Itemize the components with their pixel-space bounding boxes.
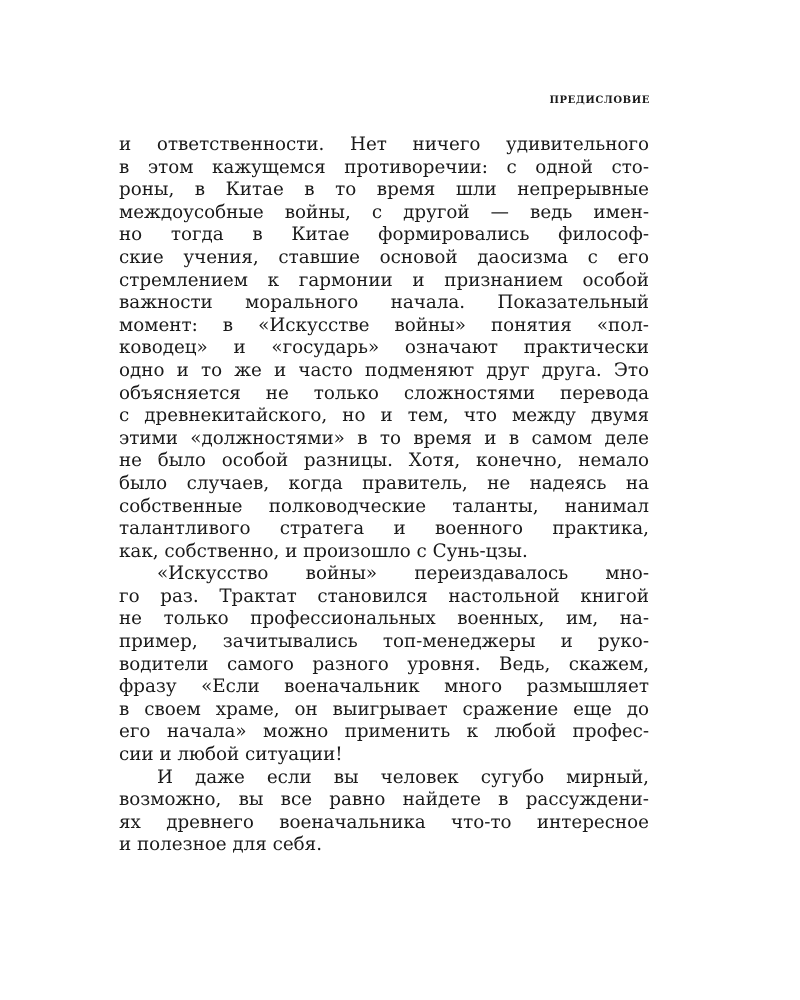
text-line: в своем храме, он выигрывает сражение еще до bbox=[119, 698, 649, 720]
text-line: момент: в «Искусстве войны» понятия «пол- bbox=[119, 314, 649, 336]
text-line: в этом кажущемся противоречии: с одной сто- bbox=[119, 156, 649, 178]
text-line: не было особой разницы. Хотя, конечно, немало bbox=[119, 450, 649, 472]
paragraph-end-line: как, собственно, и произошло с Сунь-цзы. bbox=[119, 540, 528, 562]
paragraph-first-line: «Искусство войны» переиздавалось мно- bbox=[157, 563, 649, 585]
text-line: и ответственности. Нет ничего удивительного bbox=[119, 134, 649, 155]
text-line: но тогда в Китае формировались философ- bbox=[119, 224, 649, 246]
text-line: не только профессиональных военных, им, на- bbox=[119, 608, 649, 630]
body-text bbox=[119, 134, 649, 857]
text-line: его начала» можно применить к любой профес- bbox=[119, 721, 649, 743]
running-head: ПРЕДИСЛОВИЕ bbox=[549, 95, 650, 106]
paragraph-end-line: сии и любой ситуации! bbox=[119, 744, 343, 766]
text-line: с древнекитайского, но и тем, что между двумя bbox=[119, 405, 649, 427]
text-line: водители самого разного уровня. Ведь, скажем, bbox=[119, 653, 649, 675]
text-line: го раз. Трактат становился настольной книгой bbox=[119, 585, 649, 607]
text-line: объясняется не только сложностями перевода bbox=[119, 382, 649, 404]
text-line: важности морального начала. Показательный bbox=[119, 292, 649, 314]
text-line: роны, в Китае в то время шли непрерывные bbox=[119, 179, 649, 201]
text-line: талантливого стратега и военного практика, bbox=[119, 518, 649, 540]
text-line: стремлением к гармонии и признанием особой bbox=[119, 269, 649, 291]
text-line: ях древнего военачальника что-то интересное bbox=[119, 811, 649, 833]
text-line: фразу «Если военачальник много размышляет bbox=[119, 676, 649, 698]
text-line: междоусобные войны, с другой — ведь имен- bbox=[119, 201, 649, 223]
paragraph-end-line: и полезное для себя. bbox=[119, 834, 323, 856]
paragraph-first-line: И даже если вы человек сугубо мирный, bbox=[157, 766, 649, 788]
text-line: пример, зачитывались топ-менеджеры и руко- bbox=[119, 631, 649, 653]
text-line: было случаев, когда правитель, не надеясь на bbox=[119, 472, 649, 494]
text-line: ководец» и «государь» означают практически bbox=[119, 337, 649, 359]
text-line: ские учения, ставшие основой даосизма с его bbox=[119, 246, 649, 268]
text-line: одно и то же и часто подменяют друг друга. Это bbox=[119, 359, 649, 381]
text-line: возможно, вы все равно найдете в рассуждени- bbox=[119, 789, 649, 811]
text-line: собственные полководческие таланты, нанимал bbox=[119, 495, 649, 517]
text-line: этими «должностями» в то время и в самом деле bbox=[119, 427, 649, 449]
